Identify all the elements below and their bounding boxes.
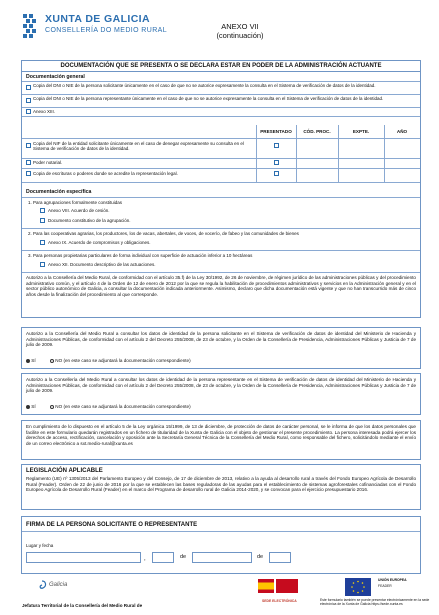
consent-text: Autorizo a la Consellería del Medio Rural a consultar los datos de identidad de la persona solicitante en el Sistema de verificación de datos de identidad del Ministerio de Hacienda y Administraciones Públicas, de conformidad con el artículo 2 del Decreto 255/2008, de 23 de octubre, y la Orden de la Consellería de Presidencia, Administraciones Públicas y Justicia de 7 de julio de 2009. [26, 331, 416, 348]
day-field[interactable] [152, 552, 174, 563]
xunta-cross-logo-icon [21, 12, 39, 44]
de-label: de [257, 554, 264, 560]
declaration-text: Asimismo, declaro que dicha documentación está vigente y que no han transcurrido más de cinco años desde la finalización del procedimiento al que corresponde. [26, 286, 416, 297]
consent-yes-option[interactable] [26, 358, 36, 363]
group-item-checkbox[interactable] [40, 262, 45, 267]
column-header-presentado: PRESENTADO [260, 129, 292, 134]
place-field[interactable] [26, 552, 141, 563]
group-item-checkbox[interactable] [40, 218, 45, 223]
presentado-checkbox[interactable] [274, 171, 279, 176]
privacy-section [21, 420, 421, 460]
general-item-checkbox[interactable] [26, 98, 31, 103]
consent-applicant-section [21, 327, 421, 369]
place-date-label: Lugar y fecha [26, 543, 54, 548]
column-header-expte: EXPTE. [352, 129, 370, 134]
presentado-checkbox[interactable] [274, 160, 279, 165]
group-item-checkbox[interactable] [40, 208, 45, 213]
group-item: Anexo VIII. Acuerdo de cesión. [48, 208, 110, 213]
group-item: Documento constitutivo de la agrupación. [48, 218, 131, 223]
authorization-paragraph [26, 275, 416, 297]
radio-unselected-icon[interactable] [50, 359, 54, 363]
general-item-checkbox[interactable] [26, 85, 31, 90]
legislation-text: Reglamento (UE) nº 1305/2013 del Parlamento Europeo y del Consejo, de 17 de diciembre de 2013, relativo a la ayuda al desarrollo rural a través del Fondo Europeo Agrícola de Desarrollo Rural (Feader). Orden de 22 de junio de 2016 por la que se establecen las bases reguladoras de las ayudas para el establecimiento de sistemas agroforestales cofinanciadas con el Fondo Europeo Agrícola de Desarrollo Rural (Feader) en el marco del Programa de desarrollo rural de Galicia 2014-2020, y se convocan para el ejercicio presupuestario 2016. [26, 476, 416, 493]
consent-no-option[interactable] [50, 404, 191, 409]
group-label: 2. Para las cooperativas agrarias, los productores, los de vacas, abertales, de voces, de vocerío, de fabeo y las comunidades de bienes [28, 231, 299, 236]
signature-section [21, 516, 421, 574]
sede-label: SEDE ELECTRÓNICA [262, 599, 297, 603]
eu-flag-icon [345, 578, 371, 596]
table-item: Copia de escrituras o poderes donde se acredite la representación legal. [33, 171, 178, 176]
spain-gov-logo [258, 577, 298, 597]
general-item: Copia del DNI o NIE de la persona representante únicamente en el caso de que no se autorice expresamente la consulta en el Sistema de verificación de datos de la identidad. [33, 96, 384, 101]
annex-subtitle: (continuación) [216, 31, 264, 40]
table-item: Copia del NIF de la entidad solicitante únicamente en el caso de denegar expresamente su consulta en el Sistema de verificación de datos de la identidad. [33, 141, 244, 152]
general-item: Anexo XIII. [33, 109, 56, 114]
legislation-title: LEGISLACIÓN APLICABLE [26, 468, 103, 474]
spain-flag-icon [258, 579, 274, 593]
radio-selected-icon[interactable] [26, 405, 30, 409]
eu-fund-label: FEADER [378, 584, 392, 588]
radio-unselected-icon[interactable] [50, 405, 54, 409]
documentation-title: DOCUMENTACIÓN QUE SE PRESENTA O SE DECLARA ESTAR EN PODER DE LA ADMINISTRACIÓN ACTUANTE [22, 61, 420, 72]
territorial-office-label: Jefatura Territorial de la Consellería del Medio Rural de [22, 603, 143, 608]
comma-separator: , [144, 556, 146, 562]
eu-label: UNIÓN EUROPEA [378, 578, 407, 582]
authorization-text: Autorizo a la Consellería del Medio Rural, de conformidad con el artículo 35.f) de la Ley 30/1992, de 26 de noviembre, de régimen jurídico de las administraciones públicas y del procedimiento administrativo común, y el artículo 4 de la Orden de 12 de enero de 2012 por la que se regula la habilitación de procedimientos administrativos y servicios en la Administración general y en el sector público autonómico de Galicia, a consultar la documentación indicada anteriormente. [26, 275, 416, 292]
documentation-section [21, 60, 421, 318]
privacy-text: En cumplimiento de lo dispuesto en el artículo 5 de la Ley orgánica 15/1999, de 13 de diciembre, de protección de datos de carácter personal, se le informa de que los datos personales que facilite en este formulario quedarán registrados en un fichero de titularidad de la Xunta de Galicia con el objeto de gestionar el presente procedimiento. La persona interesada podrá ejercer los derechos de acceso, rectificación, cancelación y oposición ante la Secretaría General Técnica de la Consellería del Medio Rural, como responsable del fichero, solicitándolo mediante el envío de un correo electrónico a sxt.medio-rural@xunta.es [26, 424, 416, 446]
table-item-checkbox[interactable] [26, 160, 31, 165]
annex-heading [200, 22, 280, 40]
org-name: XUNTA DE GALICIA [45, 13, 150, 25]
consent-no-option[interactable] [50, 358, 191, 363]
legislation-section [21, 464, 421, 510]
column-header-cod-proc: CÓD. PROC. [303, 129, 331, 134]
specific-heading: Documentación específica [26, 189, 92, 195]
radio-selected-icon[interactable] [26, 359, 30, 363]
gov-red-band-icon [276, 579, 298, 593]
consent-text: Autorizo a la Consellería del Medio Rural a consultar los datos de identidad de la persona representante en el Sistema de verificación de datos de identidad del Ministerio de Hacienda y Administraciones Públicas, de conformidad con el artículo 2 del Decreto 255/2008, de 23 de octubre, y la Orden de la Consellería de Presidencia, Administraciones Públicas y Justicia de 7 de julio de 2009. [26, 377, 416, 394]
galicia-text: Galicia [49, 582, 68, 588]
consent-yes-label: SÍ [31, 404, 36, 409]
consent-yes-option[interactable] [26, 404, 36, 409]
consent-yes-label: SÍ [31, 358, 36, 363]
group-label: 3. Para personas propietarias particulares de forma individual con superficie de actuación inferior a 10 hectáreas [28, 253, 253, 258]
galicia-swirl-icon [36, 580, 48, 592]
consent-no-label: NO (en este caso se adjuntará la documentación correspondiente) [55, 404, 191, 409]
consent-representative-section [21, 373, 421, 415]
annex-title: ANEXO VII [221, 22, 259, 31]
table-item: Poder notarial. [33, 160, 63, 165]
group-item: Anexo IX. Acuerdo de compromisos y obligaciones. [48, 240, 151, 245]
signature-title: FIRMA DE LA PERSONA SOLICITANTE O REPRESENTANTE [26, 522, 198, 528]
table-item-checkbox[interactable] [26, 143, 31, 148]
group-item: Anexo XII. Documento descriptivo de las actuaciones. [48, 262, 156, 267]
column-header-ano: AÑO [396, 129, 408, 134]
year-field[interactable] [269, 552, 291, 563]
general-item-checkbox[interactable] [26, 109, 31, 114]
general-heading: Documentación general [26, 74, 85, 80]
group-label: 1. Para agrupaciones formalmente constituidas [28, 200, 123, 205]
de-label: de [180, 554, 187, 560]
table-item-checkbox[interactable] [26, 171, 31, 176]
eu-logo [345, 578, 375, 596]
month-field[interactable] [192, 552, 252, 563]
sede-info-text: Este formulario también se puede presentar electrónicamente en la sede electrónica de la Xunta de Galicia https://sede.xunta.es [320, 598, 430, 606]
presentado-checkbox[interactable] [274, 143, 279, 148]
general-item: Copia del DNI o NIE de la persona solicitante únicamente en el caso de que no se autorice expresamente la consulta en el Sistema de verificación de datos de la identidad. [33, 83, 376, 88]
department-name: CONSELLERÍA DO MEDIO RURAL [45, 27, 168, 34]
group-item-checkbox[interactable] [40, 240, 45, 245]
consent-no-label: NO (en este caso se adjuntará la documentación correspondiente) [55, 358, 191, 363]
galicia-logo [36, 580, 76, 594]
